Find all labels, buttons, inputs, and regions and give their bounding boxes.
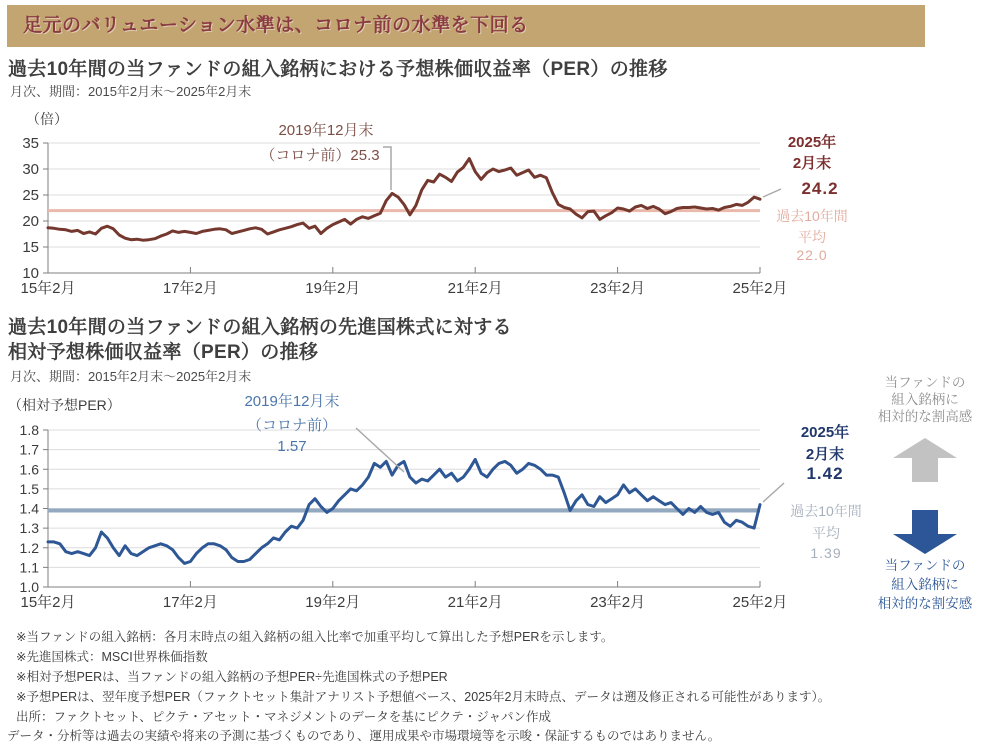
chart2-latest-value: 1.42 bbox=[806, 464, 844, 483]
chart1-title: 過去10年間の当ファンドの組入銘柄における予想株価収益率（PER）の推移 bbox=[8, 59, 668, 80]
chart2-title-line2: 相対予想株価収益率（PER）の推移 bbox=[8, 342, 319, 363]
chart1-latest-value: 24.2 bbox=[801, 179, 839, 198]
chart1-latest-date-line1: 2025年 bbox=[787, 134, 837, 151]
footnote-source: 出所：ファクトセット、ピクテ・アセット・マネジメントのデータを基にピクテ・ジャパン作成 bbox=[16, 710, 552, 724]
up-arrow-icon bbox=[893, 438, 957, 482]
chart2-average-label-line2: 平均 bbox=[812, 525, 840, 541]
chart2-precovid-annotation-line2: （コロナ前） bbox=[246, 417, 337, 434]
chart2-title-line1: 過去10年間の当ファンドの組入銘柄の先進国株式に対する bbox=[8, 317, 512, 338]
svg-text:30: 30 bbox=[22, 161, 39, 178]
footnote-forward-per: ※予想PERは、翌年度予想PER（ファクトセット集計アナリスト予想値ベース、2025年2月末時点、データは遡及修正される可能性があります）。 bbox=[16, 690, 831, 704]
svg-text:1.6: 1.6 bbox=[19, 461, 39, 478]
svg-text:25年2月: 25年2月 bbox=[732, 280, 788, 297]
footnote-developed-equities: ※先進国株式：MSCI世界株価指数 bbox=[16, 650, 208, 664]
footnotes bbox=[16, 627, 991, 727]
relative-cheap-note-line1: 当ファンドの bbox=[884, 558, 966, 573]
svg-text:23年2月: 23年2月 bbox=[590, 280, 646, 297]
chart1-y-axis-unit: （倍） bbox=[26, 111, 68, 127]
relative-expensive-note-line3: 相対的な割高感 bbox=[877, 409, 973, 424]
svg-text:25年2月: 25年2月 bbox=[732, 594, 788, 611]
svg-text:20: 20 bbox=[22, 213, 39, 230]
svg-text:19年2月: 19年2月 bbox=[305, 594, 361, 611]
chart2-precovid-value: 1.57 bbox=[277, 438, 307, 455]
relative-expensive-note-line1: 当ファンドの bbox=[884, 375, 966, 390]
chart2-subtitle: 月次、期間：2015年2月末～2025年2月末 bbox=[10, 369, 252, 384]
chart1-average-value: 22.0 bbox=[796, 247, 828, 263]
chart1-average-label-line1: 過去10年間 bbox=[776, 208, 848, 224]
header-banner bbox=[7, 5, 925, 47]
chart2-average-label-line1: 過去10年間 bbox=[790, 503, 862, 519]
svg-text:10: 10 bbox=[22, 265, 39, 282]
svg-text:23年2月: 23年2月 bbox=[590, 594, 646, 611]
chart2-latest-date-line1: 2025年 bbox=[800, 424, 850, 441]
svg-text:15: 15 bbox=[22, 239, 39, 256]
svg-text:15年2月: 15年2月 bbox=[20, 594, 76, 611]
chart1-latest-date-line2: 2月末 bbox=[792, 155, 832, 172]
svg-text:19年2月: 19年2月 bbox=[305, 280, 361, 297]
svg-text:21年2月: 21年2月 bbox=[447, 280, 503, 297]
svg-text:25: 25 bbox=[22, 187, 39, 204]
relative-expensive-note-line2: 組入銘柄に bbox=[891, 392, 959, 407]
chart1-average-label-line2: 平均 bbox=[798, 229, 826, 245]
svg-text:1.8: 1.8 bbox=[19, 422, 39, 438]
svg-text:1.0: 1.0 bbox=[19, 579, 39, 595]
svg-text:21年2月: 21年2月 bbox=[447, 594, 503, 611]
svg-text:1.1: 1.1 bbox=[19, 559, 39, 576]
chart2-latest-date-line2: 2月末 bbox=[805, 446, 845, 463]
chart1-subtitle: 月次、期間：2015年2月末～2025年2月末 bbox=[10, 84, 252, 99]
relative-cheap-note-line2: 組入銘柄に bbox=[891, 577, 959, 592]
chart2-precovid-annotation-line1: 2019年12月末 bbox=[244, 393, 340, 410]
chart2-average-value: 1.39 bbox=[810, 545, 842, 561]
chart1-precovid-annotation-line2: （コロナ前）25.3 bbox=[260, 147, 380, 164]
footnote-holdings: ※当ファンドの組入銘柄：各月末時点の組入銘柄の組入比率で加重平均して算出した予想PERを示します。 bbox=[16, 630, 614, 644]
chart1-precovid-annotation-line1: 2019年12月末 bbox=[278, 122, 374, 139]
svg-text:17年2月: 17年2月 bbox=[162, 280, 218, 297]
header-banner-title: 足元のバリュエーション水準は、コロナ前の水準を下回る bbox=[23, 15, 529, 36]
svg-text:17年2月: 17年2月 bbox=[162, 594, 218, 611]
svg-text:1.3: 1.3 bbox=[19, 520, 39, 537]
relative-expensive-note bbox=[853, 374, 997, 425]
svg-text:35: 35 bbox=[22, 135, 39, 152]
svg-text:1.4: 1.4 bbox=[19, 500, 39, 517]
svg-text:1.5: 1.5 bbox=[19, 480, 39, 497]
down-arrow-icon bbox=[893, 510, 957, 554]
disclaimer: データ・分析等は過去の実績や将来の予測に基づくものであり、運用成果や市場環境等を示唆・保証するものではありません。 bbox=[7, 729, 721, 743]
svg-text:15年2月: 15年2月 bbox=[20, 280, 76, 297]
svg-text:1.7: 1.7 bbox=[19, 441, 39, 458]
relative-cheap-note-line3: 相対的な割安感 bbox=[877, 596, 973, 611]
footnote-relative-per: ※相対予想PERは、当ファンドの組入銘柄の予想PER÷先進国株式の予想PER bbox=[16, 670, 448, 684]
relative-cheap-note bbox=[853, 556, 997, 613]
chart2-y-axis-unit: （相対予想PER） bbox=[8, 397, 121, 413]
svg-text:1.2: 1.2 bbox=[19, 539, 39, 556]
